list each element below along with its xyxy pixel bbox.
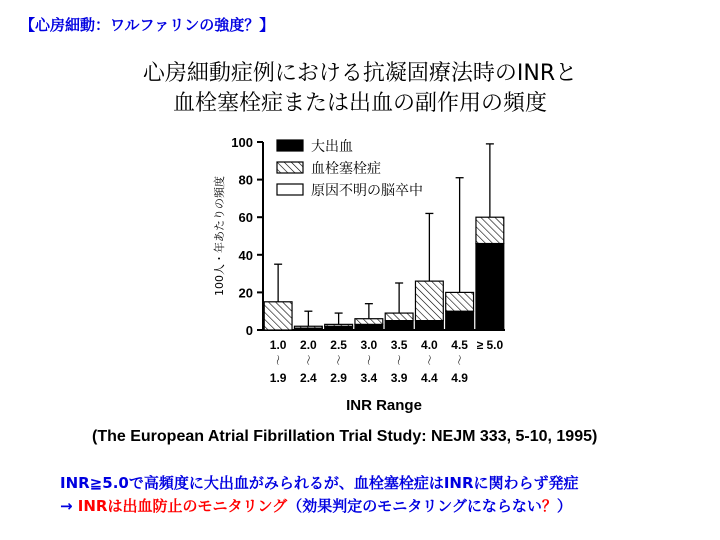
- note-paren-close: ）: [556, 497, 572, 515]
- bar-thrombo: [325, 324, 353, 326]
- y-tick-label: 20: [238, 285, 253, 301]
- x-tick-label-top: 3.5: [390, 338, 408, 352]
- legend-swatch-thrombo: [277, 162, 303, 173]
- legend-label-thrombo: 血栓塞栓症: [311, 161, 381, 177]
- bar-thrombo: [294, 326, 322, 328]
- legend-label-unknown: 原因不明の脳卒中: [311, 183, 423, 199]
- note-line2: [60, 495, 572, 516]
- x-tick-label-bottom: 2.9: [330, 371, 347, 385]
- bar-thrombo: [415, 281, 443, 320]
- x-tick-tilde: 〜: [331, 354, 345, 366]
- citation: (The European Atrial Fibrillation Trial Study: NEJM 333, 5-10, 1995): [92, 428, 598, 445]
- note-emphasis: INRは出血防止のモニタリング: [77, 497, 288, 515]
- note-question-mark: ？: [541, 497, 557, 515]
- slide-header: 【心房細動：ワルファリンの強度？】: [20, 16, 275, 34]
- x-tick-tilde: 〜: [422, 354, 436, 366]
- y-tick-label: 40: [238, 247, 253, 263]
- bar-major: [355, 324, 383, 330]
- x-tick-tilde: 〜: [452, 354, 466, 366]
- x-tick-label-bottom: 3.9: [390, 371, 408, 385]
- bar-major: [415, 321, 443, 330]
- x-tick-label-top: 2.0: [300, 338, 317, 352]
- slide-title-line2: 血栓塞栓症または出血の副作用の頻度: [172, 91, 547, 116]
- x-tick-label-bottom: 4.4: [421, 371, 438, 385]
- x-tick-label-bottom: 4.9: [451, 371, 468, 385]
- x-tick-tilde: 〜: [301, 354, 315, 366]
- x-tick-label-top: 4.5: [451, 338, 468, 352]
- bar-thrombo: [446, 292, 474, 311]
- bar-major: [446, 311, 474, 330]
- note-arrow: →: [60, 497, 78, 515]
- bar-thrombo: [355, 319, 383, 325]
- x-tick-label-bottom: 1.9: [269, 371, 287, 385]
- bar-major: [476, 244, 504, 330]
- x-tick-label-top: 2.5: [330, 338, 347, 352]
- bar-major: [385, 321, 413, 330]
- bar-thrombo: [476, 217, 504, 243]
- x-tick-label-bottom: 2.4: [300, 371, 317, 385]
- x-tick-tilde: 〜: [392, 354, 406, 366]
- y-tick-label: 60: [238, 210, 253, 226]
- x-tick-label-top: 1.0: [269, 338, 287, 352]
- legend-label-major: 大出血: [311, 139, 353, 155]
- x-tick-label-top: ≥ 5.0: [476, 338, 504, 352]
- legend-swatch-major: [277, 140, 303, 151]
- x-tick-label-bottom: 3.4: [360, 371, 378, 385]
- bar-thrombo: [264, 302, 292, 330]
- note-line1: INR≧5.0で高頻度に大出血がみられるが、血栓塞栓症はINRに関わらず発症: [60, 474, 579, 492]
- note-paren: （効果判定のモニタリングにならない: [287, 497, 542, 515]
- y-tick-label: 100: [231, 135, 253, 150]
- x-axis-label: INR Range: [346, 397, 422, 414]
- x-tick-label-top: 3.0: [360, 338, 378, 352]
- x-tick-tilde: 〜: [361, 354, 375, 366]
- y-tick-label: 80: [238, 172, 253, 188]
- legend-swatch-unknown: [277, 184, 303, 195]
- y-tick-label: 0: [245, 323, 253, 338]
- y-axis-label: 100人・年あたりの頻度: [213, 176, 226, 296]
- x-tick-tilde: 〜: [271, 354, 285, 366]
- bar-thrombo: [385, 313, 413, 321]
- x-tick-label-top: 4.0: [421, 338, 438, 352]
- inr-frequency-chart: [195, 130, 535, 415]
- slide-title-line1: 心房細動症例における抗凝固療法時のINRと: [142, 61, 578, 86]
